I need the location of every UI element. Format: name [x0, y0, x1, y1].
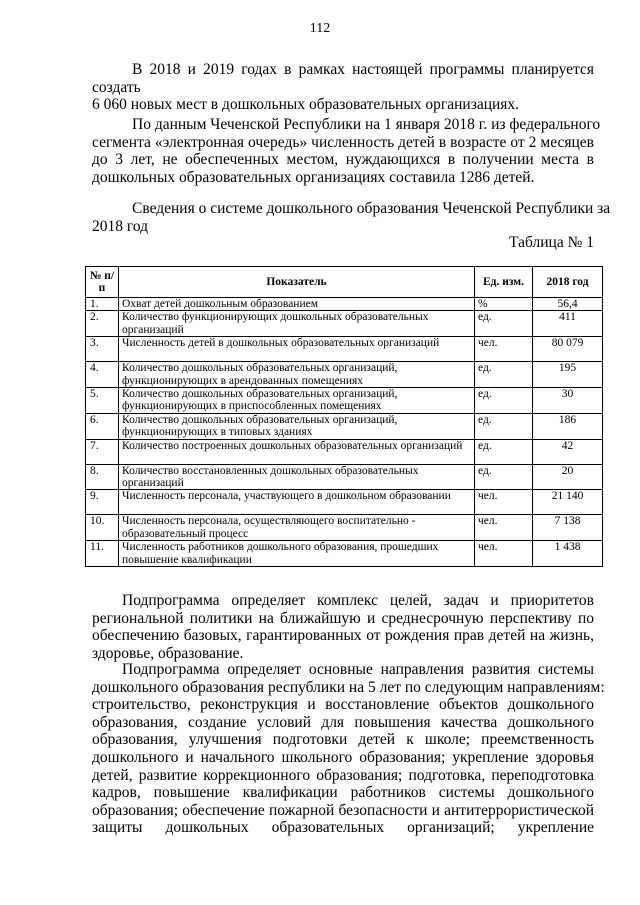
cell-value: 7 138	[533, 515, 603, 541]
text-line: детей, развитие коррекционного образования; подготовка, переподготовка	[92, 766, 594, 784]
cell-indicator: Количество восстановленных дошкольных образовательных организаций	[119, 464, 475, 490]
cell-value: 30	[533, 388, 603, 414]
header-num: № п/п	[86, 267, 119, 298]
text-line: до 3 лет, не обеспеченных местом, нуждающихся в получении места в	[92, 151, 594, 169]
cell-unit: ед.	[475, 439, 533, 464]
cell-value: 186	[533, 413, 603, 439]
text-line: образования; обеспечение пожарной безопасности и антитеррористической	[92, 801, 594, 819]
paragraph-directions	[92, 661, 605, 837]
cell-num: 8.	[86, 464, 119, 490]
text-line: 6 060 новых мест в дошкольных образовательных организациях.	[92, 96, 520, 114]
cell-value: 56,4	[533, 298, 603, 311]
caption-line: Сведения о системе дошкольного образования Чеченской Республики за	[132, 200, 611, 217]
cell-unit: чел.	[475, 541, 533, 567]
text-line: дошкольных образовательных организациях составила 1286 детей.	[92, 168, 535, 186]
cell-num: 5.	[86, 388, 119, 414]
text-line: Подпрограмма определяет комплекс целей, задач и приоритетов	[122, 592, 594, 609]
text-line: Подпрограмма определяет основные направления развития системы	[122, 661, 594, 678]
preschool-statistics-table	[85, 266, 603, 567]
cell-indicator: Количество дошкольных образовательных организаций, функционирующих в приспособленных помещениях	[119, 388, 475, 414]
cell-num: 4.	[86, 362, 119, 388]
cell-indicator: Количество функционирующих дошкольных образовательных организаций	[119, 311, 475, 337]
text-line: защиты дошкольных образовательных организаций; укрепление	[92, 819, 594, 837]
cell-value: 21 140	[533, 490, 603, 515]
cell-num: 3.	[86, 337, 119, 362]
cell-num: 7.	[86, 439, 119, 464]
table-caption	[92, 200, 611, 235]
cell-unit: ед.	[475, 413, 533, 439]
table-row	[86, 362, 603, 388]
cell-unit: %	[475, 298, 533, 311]
table-row	[86, 439, 603, 464]
table-row	[86, 337, 603, 362]
cell-unit: чел.	[475, 337, 533, 362]
cell-unit: чел.	[475, 515, 533, 541]
cell-indicator: Численность персонала, осуществляющего воспитательно - образовательный процесс	[119, 515, 475, 541]
cell-value: 20	[533, 464, 603, 490]
paragraph-new-places	[92, 61, 594, 114]
cell-num: 1.	[86, 298, 119, 311]
cell-indicator: Количество дошкольных образовательных организаций, функционирующих в типовых зданиях	[119, 413, 475, 439]
text-line: сегмента «электронная очередь» численность детей в возрасте от 2 месяцев	[92, 133, 594, 151]
table-row	[86, 388, 603, 414]
text-line: образования, улучшения подготовки детей к школе; преемственность	[92, 731, 594, 749]
table-row	[86, 298, 603, 311]
text-line: дошкольного и начального школьного образования; укрепление здоровья	[92, 748, 594, 766]
cell-num: 11.	[86, 541, 119, 567]
text-line: дошкольного образования республики на 5 лет по следующим направлениям:	[92, 678, 605, 696]
table-row	[86, 490, 603, 515]
text-line: здоровье, образование.	[92, 644, 244, 662]
cell-indicator: Численность персонала, участвующего в дошкольном образовании	[119, 490, 475, 515]
text-line: создать	[92, 78, 141, 96]
caption-line: 2018 год	[92, 217, 149, 235]
table-row	[86, 464, 603, 490]
cell-unit: ед.	[475, 362, 533, 388]
cell-unit: чел.	[475, 490, 533, 515]
cell-num: 2.	[86, 311, 119, 337]
text-line: По данным Чеченской Республики на 1 января 2018 г. из федерального	[132, 116, 601, 133]
header-year: 2018 год	[533, 267, 603, 298]
table-label: Таблица № 1	[509, 234, 594, 251]
cell-indicator: Количество построенных дошкольных образовательных организаций	[119, 439, 475, 464]
cell-unit: ед.	[475, 388, 533, 414]
table-row	[86, 515, 603, 541]
text-line: строительство, реконструкция и восстановление объектов дошкольного	[92, 696, 594, 714]
cell-indicator: Количество дошкольных образовательных организаций, функционирующих в арендованных помещениях	[119, 362, 475, 388]
text-line: кадров, повышение квалификации работников системы дошкольного	[92, 784, 594, 802]
text-line: обеспечению базовых, гарантированных от рождения прав детей на жизнь,	[92, 627, 594, 645]
paragraph-queue-statistics	[92, 116, 601, 186]
table-header-row	[86, 267, 603, 298]
text-line: региональной политики на ближайшую и среднесрочную перспективу по	[92, 609, 594, 627]
cell-value: 195	[533, 362, 603, 388]
cell-num: 6.	[86, 413, 119, 439]
page-number: 112	[309, 21, 331, 36]
table-row	[86, 311, 603, 337]
cell-value: 80 079	[533, 337, 603, 362]
cell-value: 42	[533, 439, 603, 464]
cell-unit: ед.	[475, 311, 533, 337]
cell-num: 10.	[86, 515, 119, 541]
header-unit: Ед. изм.	[475, 267, 533, 298]
cell-num: 9.	[86, 490, 119, 515]
cell-value: 1 438	[533, 541, 603, 567]
cell-indicator: Численность детей в дошкольных образовательных организаций	[119, 337, 475, 362]
cell-unit: ед.	[475, 464, 533, 490]
text-line: образования, создание условий для повышения качества дошкольного	[92, 713, 594, 731]
table-row	[86, 541, 603, 567]
header-indicator: Показатель	[119, 267, 475, 298]
table-row	[86, 413, 603, 439]
text-line: В 2018 и 2019 годах в рамках настоящей программы планируется	[132, 61, 594, 78]
cell-indicator: Охват детей дошкольным образованием	[119, 298, 475, 311]
paragraph-goals	[92, 592, 594, 662]
cell-indicator: Численность работников дошкольного образования, прошедших повышение квалификации	[119, 541, 475, 567]
cell-value: 411	[533, 311, 603, 337]
